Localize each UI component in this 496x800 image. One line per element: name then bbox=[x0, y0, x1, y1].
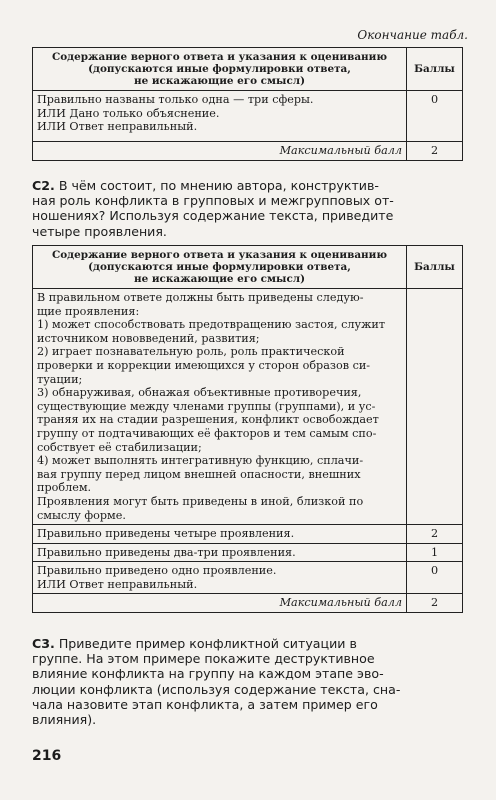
points-cell: 2 bbox=[407, 525, 463, 544]
max-score-value: 2 bbox=[407, 142, 463, 161]
points-cell: 0 bbox=[407, 562, 463, 594]
max-score-row bbox=[33, 142, 463, 161]
max-score-value: 2 bbox=[407, 594, 463, 613]
page-number: 216 bbox=[32, 748, 62, 764]
table-header-row bbox=[33, 48, 463, 91]
table-row bbox=[33, 543, 463, 562]
content-header: Содержание верного ответа и указания к оцениванию (допускаются иные формулировки ответа, не искажающие его смысл) bbox=[33, 48, 407, 91]
continuation-label: Окончание табл. bbox=[357, 28, 468, 42]
criteria-cell: Правильно приведены четыре проявления. bbox=[33, 525, 407, 544]
points-cell: 0 bbox=[407, 91, 463, 142]
table-header-row bbox=[33, 246, 463, 289]
question-number: С3. bbox=[32, 636, 55, 651]
points-cell-empty bbox=[407, 289, 463, 525]
question-c3: С3. Приведите пример конфликтной ситуации в группе. На этом примере покажите деструктивное влияние конфликта на группу на каждом этапе эво- люции конфликта (используя содержание текста, сна- чала назовите этап конфликта, а затем пример его влияния). bbox=[32, 636, 401, 728]
table-row bbox=[33, 525, 463, 544]
table-row bbox=[33, 91, 463, 142]
points-header: Баллы bbox=[407, 48, 463, 91]
criteria-cell: Правильно названы только одна — три сферы. ИЛИ Дано только объяснение. ИЛИ Ответ неправильный. bbox=[33, 91, 407, 142]
max-score-label: Максимальный балл bbox=[33, 594, 407, 613]
criteria-cell: Правильно приведены два-три проявления. bbox=[33, 543, 407, 562]
table-row bbox=[33, 289, 463, 525]
max-score-row bbox=[33, 594, 463, 613]
answer-content-cell: В правильном ответе должны быть приведены следую- щие проявления: 1) может способствовать предотвращению застоя, служит источником нововведений, развития; 2) играет познавательную роль, роль практической проверки и коррекции имеющихся у сторон образов си- туации; 3) обнаруживая, обнажая объективные противоречия, существующие между членами группы (группами), и ус- траняя их на стадии разрешения, конфликт освобождает группу от подтачивающих её факторов и тем самым спо- собствует её стабилизации; 4) может выполнять интегративную функцию, сплачи- вая группу перед лицом внешней опасности, внешних проблем. Проявления могут быть приведены в иной, близкой по смыслу форме. bbox=[33, 289, 407, 525]
max-score-label: Максимальный балл bbox=[33, 142, 407, 161]
criteria-cell: Правильно приведено одно проявление. ИЛИ Ответ неправильный. bbox=[33, 562, 407, 594]
points-cell: 1 bbox=[407, 543, 463, 562]
question-c2: С2. В чём состоит, по мнению автора, конструктив- ная роль конфликта в групповых и межгрупповых от- ношениях? Используя содержание текста, приведите четыре проявления. bbox=[32, 178, 394, 239]
answer-table-c2 bbox=[32, 245, 463, 613]
answer-table-c1 bbox=[32, 47, 463, 161]
question-number: С2. bbox=[32, 178, 55, 193]
content-header: Содержание верного ответа и указания к оцениванию (допускаются иные формулировки ответа, не искажающие его смысл) bbox=[33, 246, 407, 289]
table-row bbox=[33, 562, 463, 594]
points-header: Баллы bbox=[407, 246, 463, 289]
